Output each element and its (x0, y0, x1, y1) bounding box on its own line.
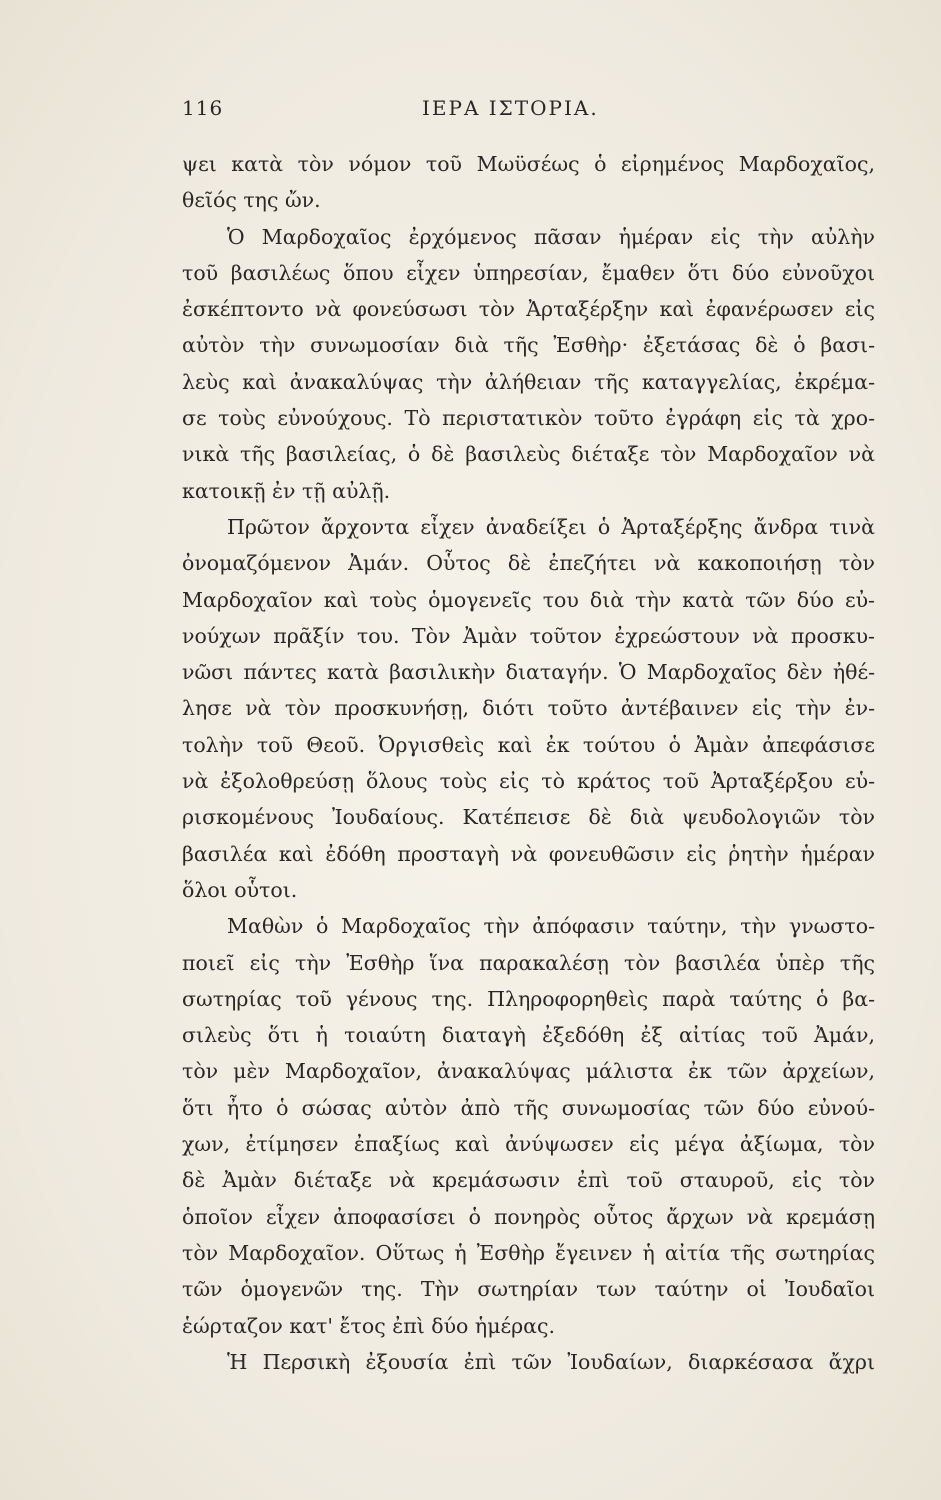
text-line: ὅλοι οὗτοι. (182, 877, 298, 902)
text-line: τολὴν τοῦ Θεοῦ. Ὀργισθεὶς καὶ ἐκ τούτου ὁ Ἀμὰν ἀπεφάσισε (182, 732, 875, 757)
text-line: Ὁ Μαρδοχαῖος ἐρχόμενος πᾶσαν ἡμέραν εἰς τὴν αὐλὴν (227, 224, 875, 249)
text-line: σε τοὺς εὐνούχους. Τὸ περιστατικὸν τοῦτο ἐγράφη εἰς τὰ χρο- (182, 406, 875, 431)
text-line: σωτηρίας τοῦ γένους της. Πληροφορηθεὶς παρὰ ταύτης ὁ βα- (182, 986, 875, 1011)
running-title: ΙΕΡΑ ΙΣΤΟΡΙΑ. (422, 96, 599, 120)
text-line: ρισκομένους Ἰουδαίους. Κατέπεισε δὲ διὰ ψευδολογιῶν τὸν (182, 805, 875, 830)
text-line: τὸν Μαρδοχαῖον. Οὕτως ἡ Ἐσθὴρ ἔγεινεν ἡ αἰτία τῆς σωτηρίας (182, 1240, 875, 1265)
text-line: τῶν ὁμογενῶν της. Τὴν σωτηρίαν των ταύτην οἱ Ἰουδαῖοι (182, 1277, 875, 1302)
page-header (182, 96, 881, 126)
text-line: λεὺς καὶ ἀνακαλύψας τὴν ἀλήθειαν τῆς καταγγελίας, ἐκρέμα- (182, 369, 875, 394)
body-text (182, 146, 875, 1380)
text-line: ὀνομαζόμενον Ἀμάν. Οὗτος δὲ ἐπεζήτει νὰ κακοποιήσῃ τὸν (182, 551, 875, 576)
text-line: ἑώρταζον κατ' ἔτος ἐπὶ δύο ἡμέρας. (182, 1313, 556, 1338)
text-line: κατοικῇ ἐν τῇ αὐλῇ. (182, 478, 391, 503)
text-line: νούχων πρᾶξίν του. Τὸν Ἀμὰν τοῦτον ἐχρεώστουν νὰ προσκυ- (182, 623, 875, 648)
text-line: ὁποῖον εἶχεν ἀποφασίσει ὁ πονηρὸς οὗτος ἄρχων νὰ κρεμάσῃ (182, 1204, 875, 1229)
text-line: Ἡ Περσικὴ ἐξουσία ἐπὶ τῶν Ἰουδαίων, διαρκέσασα ἄχρι (227, 1349, 875, 1374)
page-number: 116 (182, 96, 224, 120)
text-line: τοῦ βασιλέως ὅπου εἶχεν ὑπηρεσίαν, ἔμαθεν ὅτι δύο εὐνοῦχοι (182, 260, 875, 285)
text-line: Μαθὼν ὁ Μαρδοχαῖος τὴν ἀπόφασιν ταύτην, τὴν γνωστο- (227, 914, 875, 939)
text-line: ὅτι ἦτο ὁ σώσας αὐτὸν ἀπὸ τῆς συνωμοσίας τῶν δύο εὐνού- (182, 1095, 875, 1120)
text-line: τὸν μὲν Μαρδοχαῖον, ἀνακαλύψας μάλιστα ἐκ τῶν ἀρχείων, (182, 1059, 875, 1084)
text-line: ποιεῖ εἰς τὴν Ἐσθὴρ ἵνα παρακαλέσῃ τὸν βασιλέα ὑπὲρ τῆς (182, 950, 875, 975)
text-line: Μαρδοχαῖον καὶ τοὺς ὁμογενεῖς του διὰ τὴν κατὰ τῶν δύο εὐ- (182, 587, 875, 612)
text-line: δὲ Ἀμὰν διέταξε νὰ κρεμάσωσιν ἐπὶ τοῦ σταυροῦ, εἰς τὸν (182, 1168, 875, 1193)
text-line: νὰ ἐξολοθρεύσῃ ὅλους τοὺς εἰς τὸ κράτος τοῦ Ἀρταξέρξου εὑ- (182, 769, 875, 794)
text-line: ἐσκέπτοντο νὰ φονεύσωσι τὸν Ἀρταξέρξην καὶ ἐφανέρωσεν εἰς (182, 297, 875, 322)
text-line: θεῖός της ὤν. (182, 188, 321, 213)
text-line: νῶσι πάντες κατὰ βασιλικὴν διαταγήν. Ὁ Μαρδοχαῖος δὲν ἠθέ- (182, 660, 875, 685)
text-line: ψει κατὰ τὸν νόμον τοῦ Μωϋσέως ὁ εἰρημένος Μαρδοχαῖος, (182, 152, 875, 176)
text-line: λησε νὰ τὸν προσκυνήσῃ, διότι τοῦτο ἀντέβαινεν εἰς τὴν ἐν- (182, 696, 875, 721)
text-line: Πρῶτον ἄρχοντα εἶχεν ἀναδείξει ὁ Ἀρταξέρξης ἄνδρα τινὰ (227, 514, 875, 539)
text-line: νικὰ τῆς βασιλείας, ὁ δὲ βασιλεὺς διέταξε τὸν Μαρδοχαῖον νὰ (182, 442, 875, 467)
text-line: σιλεὺς ὅτι ἡ τοιαύτη διαταγὴ ἐξεδόθη ἐξ αἰτίας τοῦ Ἀμάν, (182, 1023, 875, 1048)
text-line: χων, ἐτίμησεν ἐπαξίως καὶ ἀνύψωσεν εἰς μέγα ἀξίωμα, τὸν (182, 1132, 875, 1157)
text-line: αὐτὸν τὴν συνωμοσίαν διὰ τῆς Ἐσθὴρ· ἐξετάσας δὲ ὁ βασι- (182, 333, 875, 358)
text-line: βασιλέα καὶ ἐδόθη προσταγὴ νὰ φονευθῶσιν εἰς ῥητὴν ἡμέραν (182, 841, 875, 866)
